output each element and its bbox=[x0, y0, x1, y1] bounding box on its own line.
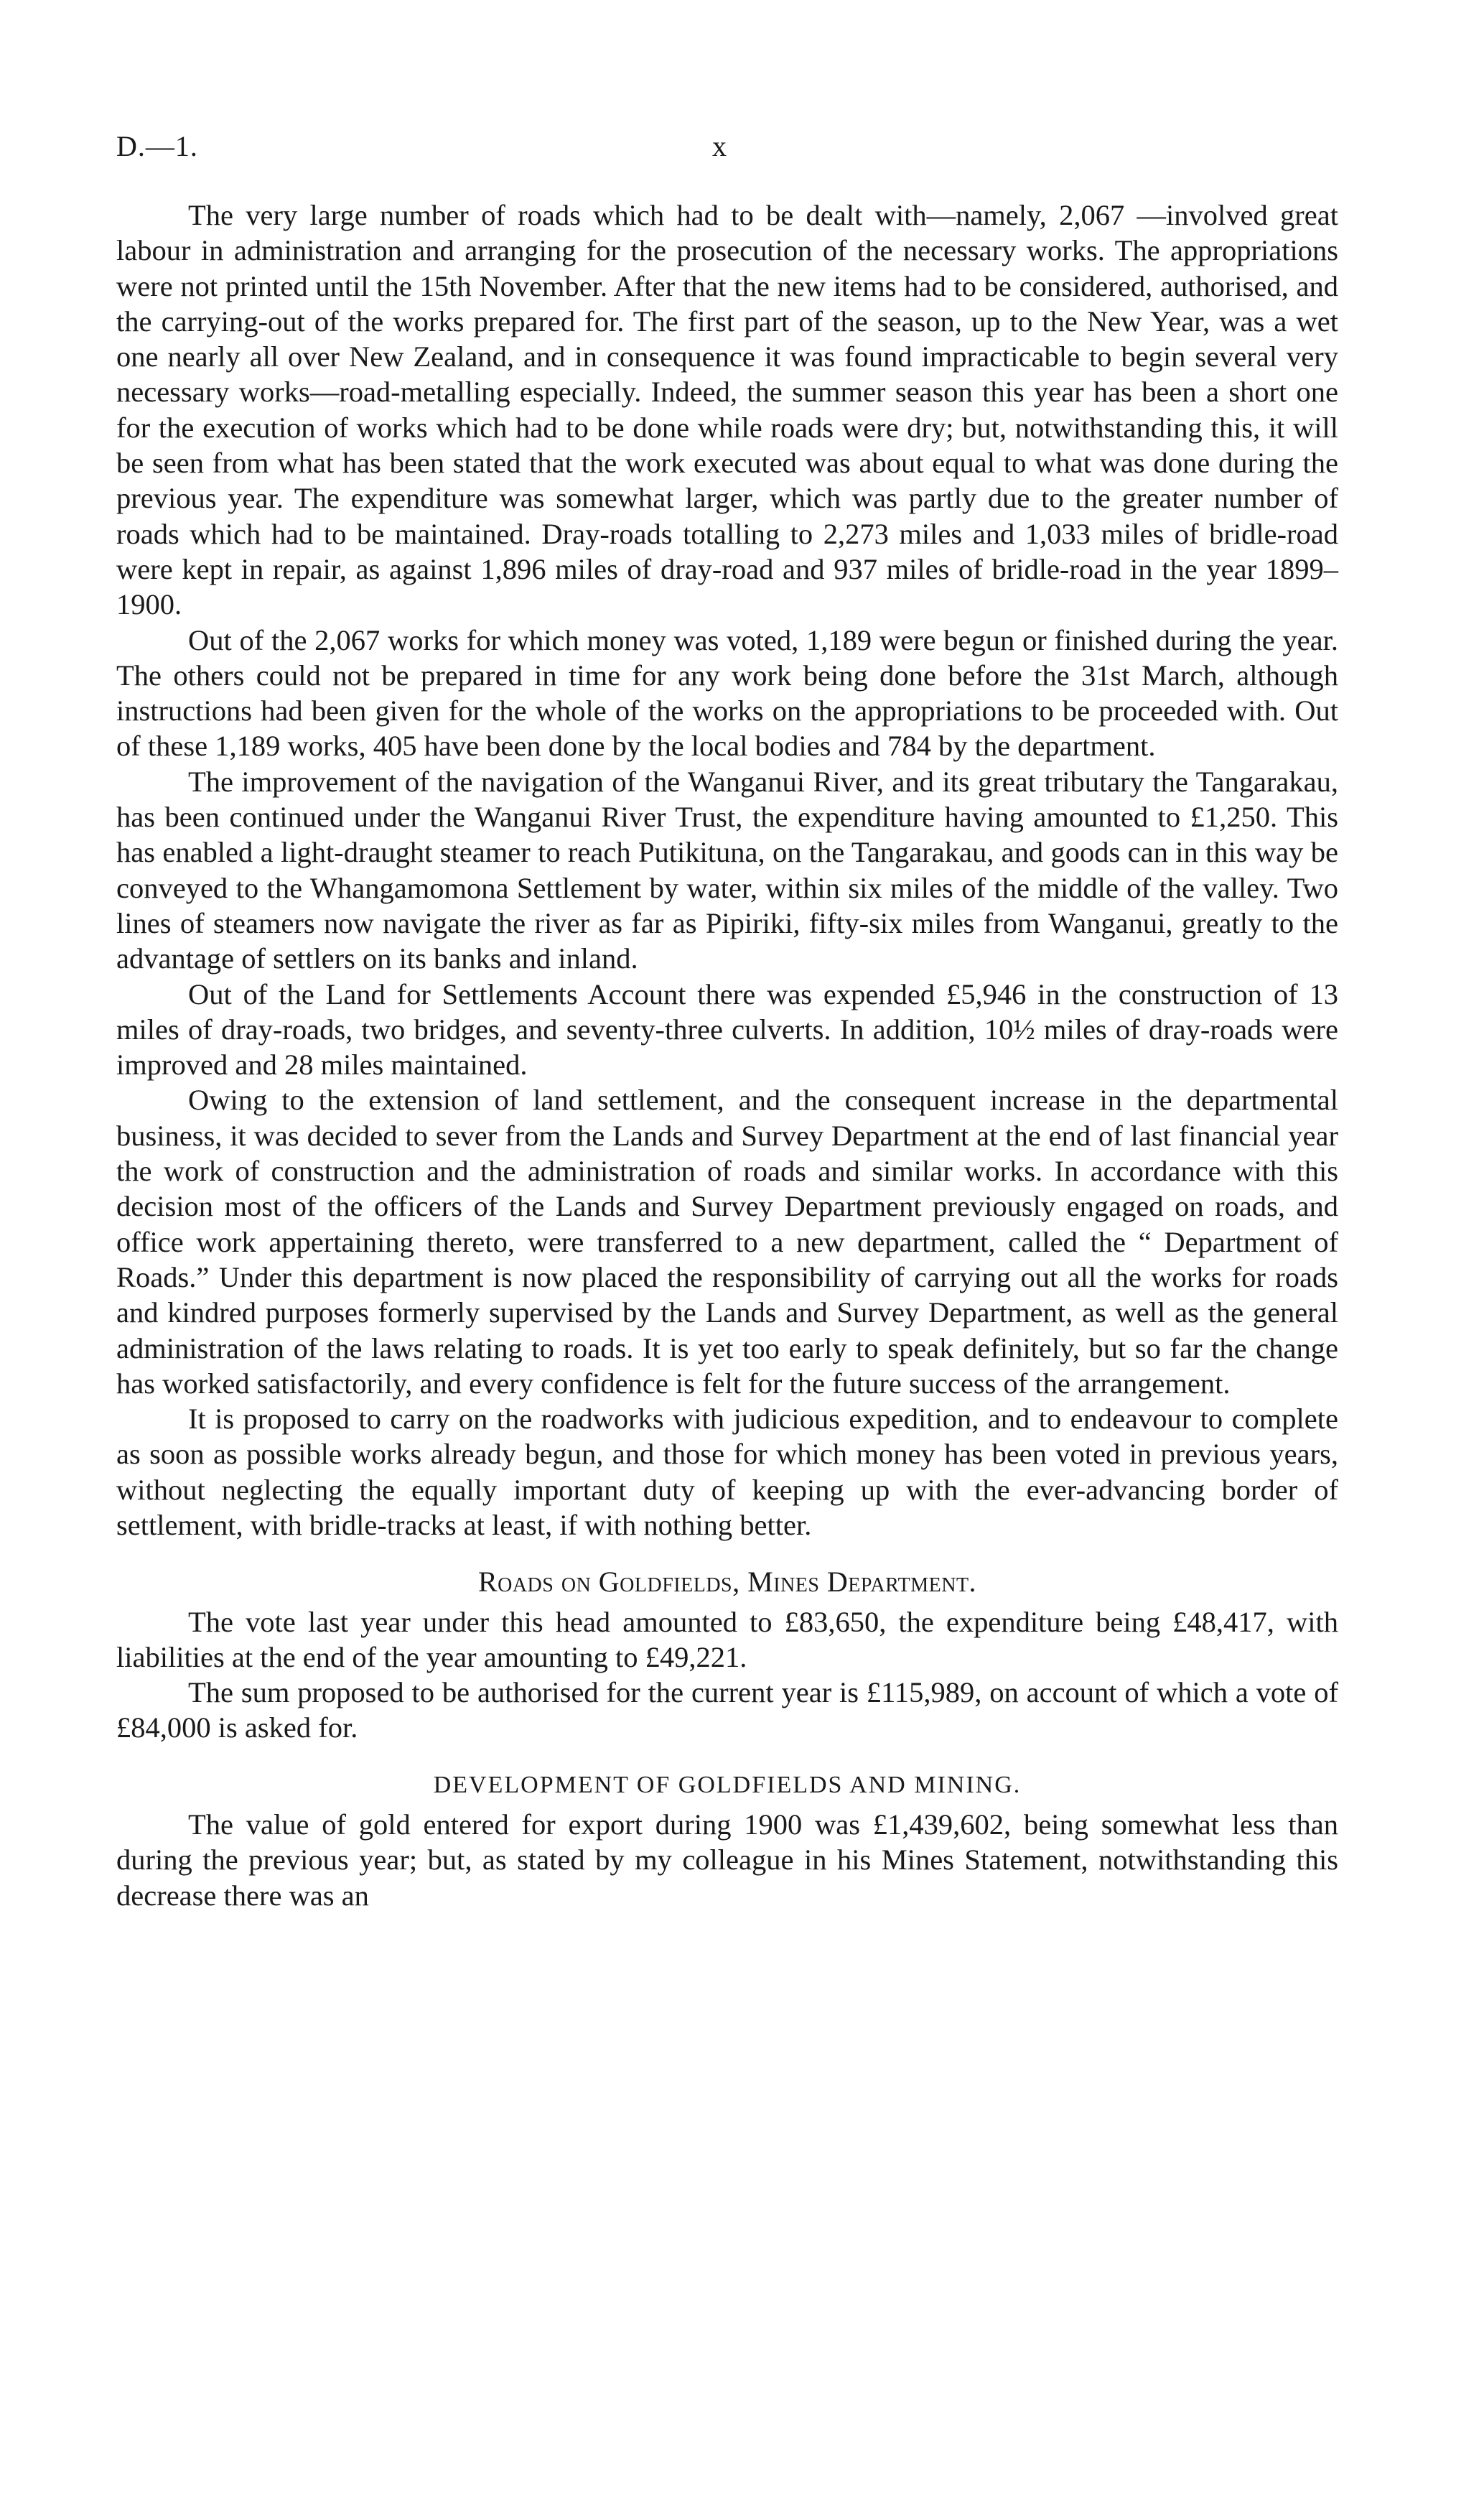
paragraph: Out of the 2,067 works for which money was voted, 1,189 were begun or finished during the year. The others could not be prepared in time for any work being done before the 31st March, although instructions had been given for the whole of the works on the appropriations to be proceeded with. Out of these 1,189 works, 405 have been done by the local bodies and 784 by the department. bbox=[116, 623, 1338, 763]
document-body bbox=[116, 197, 1338, 1913]
section-heading-goldfields-roads: Roads on Goldfields, Mines Department. bbox=[477, 1566, 977, 1599]
paragraph: Owing to the extension of land settlement, and the consequent increase in the departmental business, it was decided to sever from the Lands and Survey Department at the end of last financial year the work of construction and the administration of roads and similar works. In accordance with this decision most of the officers of the Lands and Survey Department previously engaged on roads, and office work appertaining thereto, were transferred to a new department, called the “ Department of Roads.” Under this department is now placed the responsibility of carrying out all the works for roads and kindred purposes formerly supervised by the Lands and Survey Department, as well as the general administration of the laws relating to roads. It is yet too early to speak definitely, but so far the change has worked satisfactorily, and every confidence is felt for the future success of the arrangement. bbox=[116, 1084, 1338, 1400]
page-header bbox=[116, 129, 1368, 172]
paragraph: Out of the Land for Settlements Account there was expended £5,946 in the construction of 13 miles of dray-roads, two bridges, and seventy-three culverts. In addition, 10½ miles of dray-roads were improved and 28 miles maintained. bbox=[116, 977, 1338, 1082]
paragraph: The very large number of roads which had to be dealt with—namely, 2,067 —involved great labour in administration and arranging for the prosecution of the necessary works. The appropriations were not printed until the 15th November. After that the new items had to be considered, authorised, and the carrying-out of the works prepared for. The first part of the season, up to the New Year, was a wet one nearly all over New Zealand, and in consequence it was found impracticable to begin several very necessary works—road-metalling especially. Indeed, the summer season this year has been a short one for the execution of works which had to be done while roads were dry; but, notwithstanding this, it will be seen from what has been stated that the work executed was about equal to what was done during the previous year. The expenditure was somewhat larger, which was partly due to the greater number of roads which had to be maintained. Dray-roads totalling to 2,273 miles and 1,033 miles of bridle-road were kept in repair, as against 1,896 miles of dray-road and 937 miles of bridle-road in the year 1899–1900. bbox=[116, 199, 1338, 621]
section-heading-mining: DEVELOPMENT OF GOLDFIELDS AND MINING. bbox=[433, 1771, 1022, 1798]
page-number: x bbox=[712, 130, 727, 162]
paragraph: The sum proposed to be authorised for the current year is £115,989, on account of which a vote of £84,000 is asked for. bbox=[116, 1676, 1338, 1744]
paragraph: The value of gold entered for export during 1900 was £1,439,602, being somewhat less than during the previous year; but, as stated by my colleague in his Mines Statement, notwithstanding this decrease there was an bbox=[116, 1808, 1338, 1912]
paragraph: The vote last year under this head amounted to £83,650, the expenditure being £48,417, with liabilities at the end of the year amounting to £49,221. bbox=[116, 1605, 1338, 1673]
paragraph: It is proposed to carry on the roadworks with judicious expedition, and to endeavour to complete as soon as possible works already begun, and those for which money has been voted in previous years, without neglecting the equally important duty of keeping up with the ever-advancing border of settlement, with bridle-tracks at least, if with nothing better. bbox=[116, 1403, 1338, 1541]
document-reference: D.—1. bbox=[116, 130, 198, 162]
paragraph: The improvement of the navigation of the Wanganui River, and its great tributary the Tangarakau, has been continued under the Wanganui River Trust, the expenditure having amounted to £1,250. This has enabled a light-draught steamer to reach Putikituna, on the Tangarakau, and goods can in this way be conveyed to the Whangamomona Settlement by water, within six miles of the middle of the valley. Two lines of steamers now navigate the river as far as Pipiriki, fifty-six miles from Wanganui, greatly to the advantage of settlers on its banks and inland. bbox=[116, 765, 1338, 975]
